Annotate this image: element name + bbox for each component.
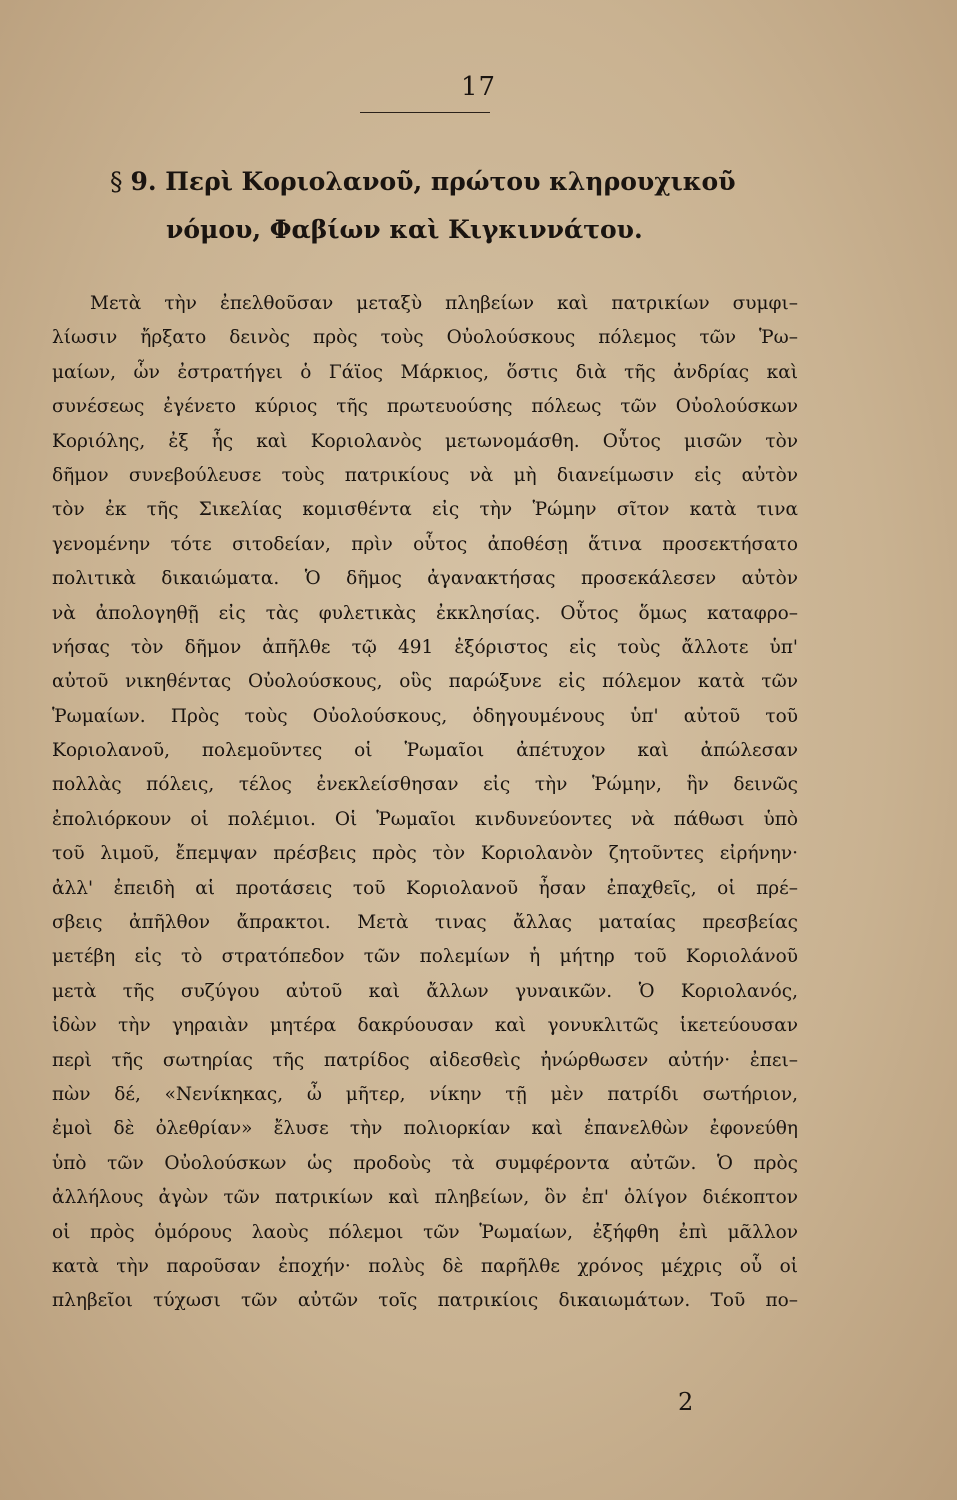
body-line: αὐτοῦ νικηθέντας Οὐολούσκους, οὓς παρώξυνε εἰς πόλεμον κατὰ τῶν: [52, 671, 798, 693]
body-line: πολλὰς πόλεις, τέλος ἐνεκλείσθησαν εἰς τὴν Ῥώμην, ἣν δεινῶς: [52, 774, 798, 796]
body-line: μετέβη εἰς τὸ στρατόπεδον τῶν πολεμίων ἡ μήτηρ τοῦ Κοριολάνοῦ: [52, 946, 798, 968]
header-rule: [360, 112, 490, 113]
heading-line-2: νόμου, Φαβίων καὶ Κιγκιννάτου.: [166, 215, 643, 244]
body-line: περὶ τῆς σωτηρίας τῆς πατρίδος αἰδεσθεὶς ἠνώρθωσεν αὐτήν· ἐπει–: [52, 1049, 798, 1071]
body-line: Κοριολανοῦ, πολεμοῦντες οἱ Ῥωμαῖοι ἀπέτυχον καὶ ἀπώλεσαν: [52, 740, 798, 762]
body-line: νὰ ἀπολογηθῇ εἰς τὰς φυλετικὰς ἐκκλησίας. Οὗτος ὅμως καταφρο–: [52, 602, 798, 624]
body-line: ἐμοὶ δὲ ὀλεθρίαν» ἔλυσε τὴν πολιορκίαν καὶ ἐπανελθὼν ἐφονεύθη: [52, 1118, 798, 1140]
body-line: οἱ πρὸς ὁμόρους λαοὺς πόλεμοι τῶν Ῥωμαίων, ἐξήφθη ἐπὶ μᾶλλον: [52, 1221, 798, 1243]
page-number: 17: [460, 72, 497, 102]
body-line: τὸν ἐκ τῆς Σικελίας κομισθέντα εἰς τὴν Ῥώμην σῖτον κατὰ τινα: [52, 499, 798, 521]
section-heading: [110, 158, 830, 254]
body-line: νήσας τὸν δῆμον ἀπῆλθε τῷ 491 ἐξόριστος εἰς τοὺς ἄλλοτε ὑπ': [52, 636, 798, 658]
body-line: συνέσεως ἐγένετο κύριος τῆς πρωτευούσης πόλεως τῶν Οὐολούσκων: [52, 396, 798, 418]
body-line: μαίων, ὧν ἐστρατήγει ὁ Γάϊος Μάρκιος, ὅστις διὰ τῆς ἀνδρίας καὶ: [52, 361, 798, 383]
body-line: Ῥωμαίων. Πρὸς τοὺς Οὐολούσκους, ὁδηγουμένους ὑπ' αὐτοῦ τοῦ: [52, 705, 798, 727]
body-line: ἀλλ' ἐπειδὴ αἱ προτάσεις τοῦ Κοριολανοῦ ἦσαν ἐπαχθεῖς, οἱ πρέ–: [52, 877, 798, 899]
heading-line-1: [110, 158, 830, 206]
body-line: κατὰ τὴν παροῦσαν ἐποχήν· πολὺς δὲ παρῆλθε χρόνος μέχρις οὗ οἱ: [52, 1255, 798, 1277]
body-line: Κοριόλης, ἐξ ἧς καὶ Κοριολανὸς μετωνομάσθη. Οὗτος μισῶν τὸν: [52, 430, 798, 452]
body-line: σβεις ἀπῆλθον ἄπρακτοι. Μετὰ τινας ἄλλας ματαίας πρεσβείας: [52, 912, 798, 934]
body-line: δῆμον συνεβούλευσε τοὺς πατρικίους νὰ μὴ διανείμωσιν εἰς αὐτὸν: [52, 464, 798, 486]
body-line: λίωσιν ἤρξατο δεινὸς πρὸς τοὺς Οὐολούσκους πόλεμος τῶν Ῥω–: [52, 327, 798, 349]
body-line: ἀλλήλους ἀγὼν τῶν πατρικίων καὶ πληβείων, ὃν ἐπ' ὀλίγον διέκοπτον: [52, 1187, 798, 1209]
body-line: ὑπὸ τῶν Οὐολούσκων ὡς προδοὺς τὰ συμφέροντα αὐτῶν. Ὁ πρὸς: [52, 1152, 798, 1174]
body-line: μετὰ τῆς συζύγου αὐτοῦ καὶ ἄλλων γυναικῶν. Ὁ Κοριολανός,: [52, 980, 798, 1002]
body-line: πὼν δέ, «Νενίκηκας, ὦ μῆτερ, νίκην τῇ μὲν πατρίδι σωτήριον,: [52, 1083, 798, 1105]
heading-line-1-text: 9. Περὶ Κοριολανοῦ, πρώτου κληρουχικοῦ: [130, 167, 736, 196]
body-paragraph: [52, 287, 798, 1319]
body-line: πολιτικὰ δικαιώματα. Ὁ δῆμος ἀγανακτήσας προσεκάλεσεν αὐτὸν: [52, 568, 798, 590]
body-line: Μετὰ τὴν ἐπελθοῦσαν μεταξὺ πληβείων καὶ πατρικίων συμφι–: [90, 293, 798, 314]
body-line: τοῦ λιμοῦ, ἔπεμψαν πρέσβεις πρὸς τὸν Κοριολανὸν ζητοῦντες εἰρήνην·: [52, 843, 798, 865]
body-line: γενομένην τότε σιτοδείαν, πρὶν οὗτος ἀποθέσῃ ἅτινα προσεκτήσατο: [52, 533, 798, 555]
signature-mark: 2: [678, 1388, 694, 1416]
section-sign: §: [110, 167, 123, 196]
body-line: πληβεῖοι τύχωσι τῶν αὐτῶν τοῖς πατρικίοις δικαιωμάτων. Τοῦ πο–: [52, 1290, 798, 1312]
body-line: ἰδὼν τὴν γηραιὰν μητέρα δακρύουσαν καὶ γονυκλιτῶς ἱκετεύουσαν: [52, 1015, 798, 1037]
body-line: ἐπολιόρκουν οἱ πολέμιοι. Οἱ Ῥωμαῖοι κινδυνεύοντες νὰ πάθωσι ὑπὸ: [52, 808, 798, 830]
